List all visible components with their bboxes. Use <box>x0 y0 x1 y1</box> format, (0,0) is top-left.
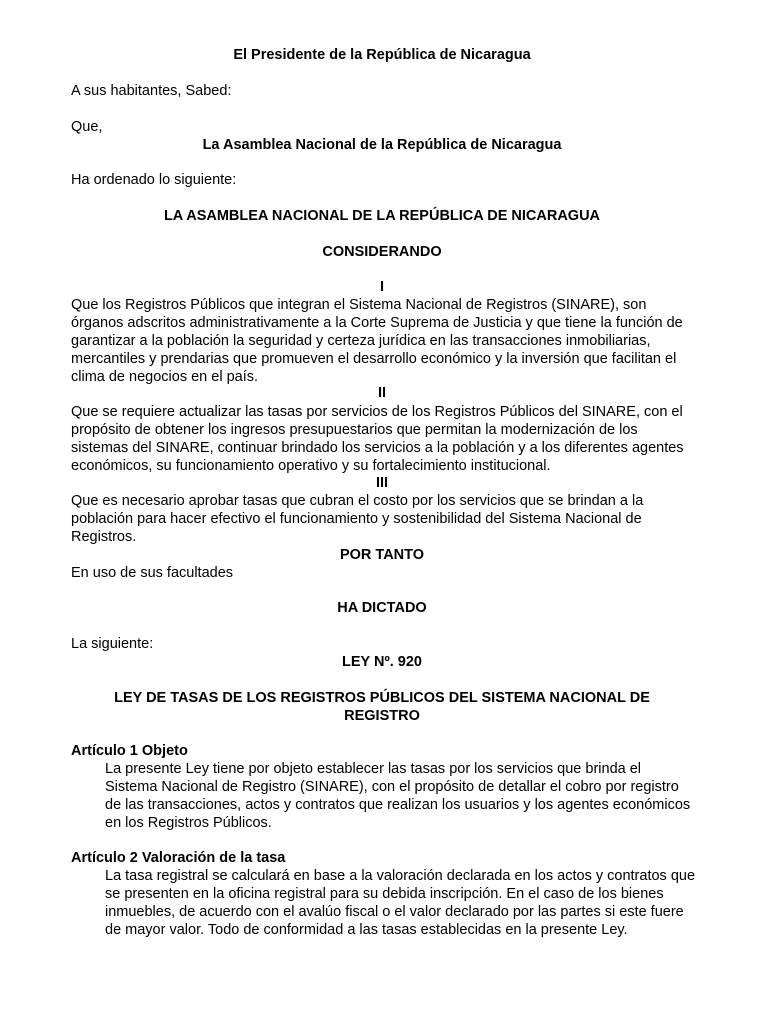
ha-dictado-heading: HA DICTADO <box>337 600 427 616</box>
assembly-caps-heading: LA ASAMBLEA NACIONAL DE LA REPÚBLICA DE NICARAGUA <box>163 208 601 224</box>
que-text: Que, <box>71 119 103 135</box>
article-1-heading: Artículo 1 Objeto <box>71 743 188 759</box>
la-siguiente-text: La siguiente: <box>71 636 154 652</box>
section-text-2: Que se requiere actualizar las tasas por servicios de los Registros Públicos del SINARE, con el propósito de obtener los ingresos presupuestarios que permitan la modernización de los sistemas del SINARE, continuar brindado los servicios a la población y a los diferentes agentes económicos, su funcionamiento operativo y su fortalecimiento institucional. <box>71 404 684 474</box>
facultades-text: En uso de sus facultades <box>71 565 234 581</box>
por-tanto-heading: POR TANTO <box>339 547 425 563</box>
section-text-3: Que es necesario aprobar tasas que cubran el costo por los servicios que se brindan a la población para hacer efectivo el funcionamiento y sostenibilidad del Sistema Nacional de Registros. <box>71 493 644 545</box>
article-1-text: La presente Ley tiene por objeto establecer las tasas por los servicios que brinda el Sistema Nacional de Registro (SINARE), con el propósito de detallar el cobro por registro de las transacciones, actos y contratos que realizan los usuarios y los agentes económicos en los Registros Públicos. <box>105 761 691 831</box>
ordered-text: Ha ordenado lo siguiente: <box>71 172 237 188</box>
article-2-heading: Artículo 2 Valoración de la tasa <box>71 850 286 866</box>
section-text-1: Que los Registros Públicos que integran el Sistema Nacional de Registros (SINARE), son órganos adscritos administrativamente a la Corte Suprema de Justicia y que tiene la función de garantizar a la población la seguridad y certeza jurídica en las transacciones inmobiliarias, mercantiles y prendarias que promueven el desarrollo económico y la inversión que facilitan el clima de negocios en el país. <box>71 297 683 385</box>
ley-number-heading: LEY Nº. 920 <box>342 654 422 670</box>
greeting: A sus habitantes, Sabed: <box>71 83 232 99</box>
ley-title-heading: LEY DE TASAS DE LOS REGISTROS PÚBLICOS DEL SISTEMA NACIONAL DE REGISTRO <box>114 690 650 724</box>
article-2-text: La tasa registral se calculará en base a la valoración declarada en los actos y contratos que se presenten en la oficina registral para su debida inscripción. En el caso de los bienes inmuebles, de acuerdo con el avalúo fiscal o el valor declarado por las partes si este fuere de mayor valor. Todo de conformidad a las tasas establecidas en la presente Ley. <box>105 868 696 938</box>
header-title: El Presidente de la República de Nicaragua <box>233 47 531 63</box>
section-numeral-1: I <box>379 279 385 295</box>
considerando-heading: CONSIDERANDO <box>322 244 442 260</box>
section-numeral-3: III <box>375 475 389 491</box>
section-numeral-2: II <box>377 385 387 401</box>
assembly-title: La Asamblea Nacional de la República de Nicaragua <box>202 137 562 153</box>
